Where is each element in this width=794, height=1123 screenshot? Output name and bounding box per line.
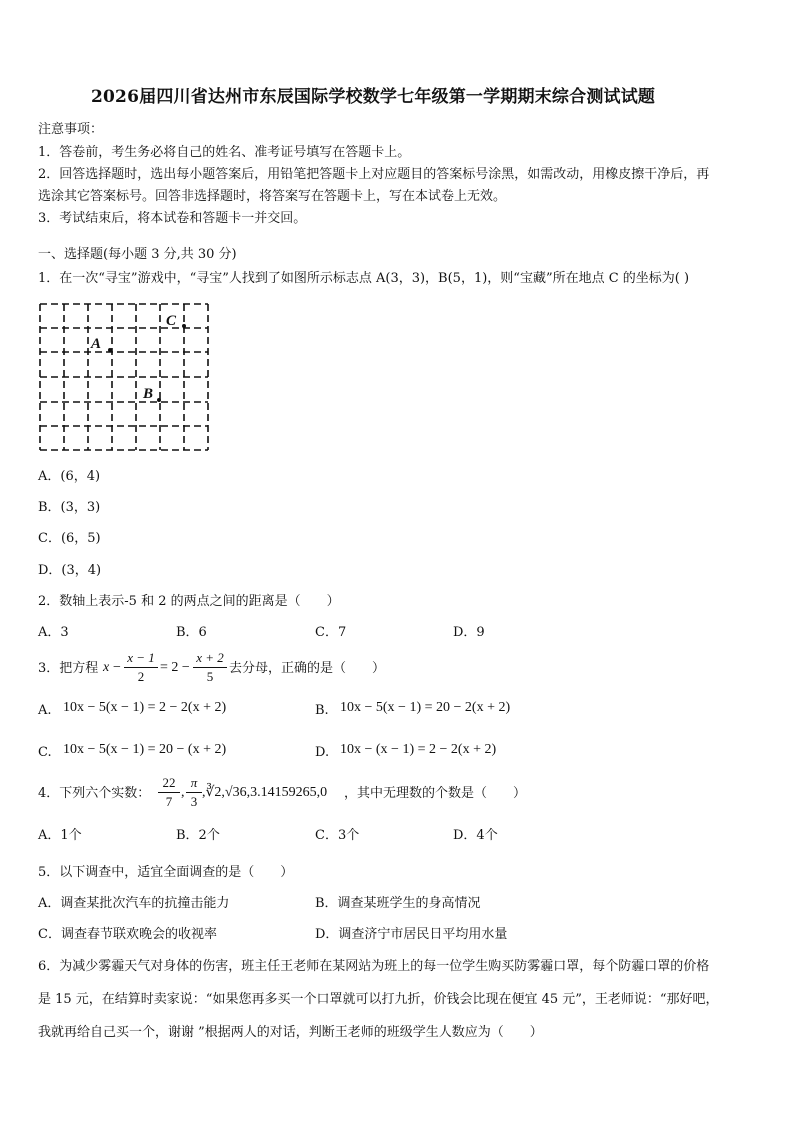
q1-option-a: A．(6，4) <box>38 469 101 484</box>
q3-option-a-letter: A. <box>38 703 52 718</box>
q3-fraction-2 <box>193 650 227 685</box>
q6-line-1: 6．为减少雾霾天气对身体的伤害，班主任王老师在某网站为班上的每一位学生购买防雾霾口罩，每个防霾口罩的价格 <box>38 959 710 974</box>
q5-option-c: C．调查春节联欢晚会的收视率 <box>38 927 217 942</box>
q4-number: 4．下列六个实数： <box>38 786 151 801</box>
notice-item-2-cont: 选涂其它答案标号。回答非选择题时，将答案写在答题卡上，写在本试卷上无效。 <box>38 189 507 204</box>
q4-tail: ，其中无理数的个数是（ ） <box>344 786 527 801</box>
q6-line-3: 我就再给自己买一个，谢谢 ”根据两人的对话，判断王老师的班级学生人数应为（ ） <box>38 1025 543 1040</box>
q4-comma: , <box>181 785 185 800</box>
q3-option-b-expr: 10x − 5(x − 1) = 20 − 2(x + 2) <box>340 700 511 715</box>
q3-option-d-expr: 10x − (x − 1) = 2 − 2(x + 2) <box>340 742 497 757</box>
q3-equals: = 2 − <box>160 660 190 675</box>
notice-item-1: 1．答卷前，考生务必将自己的姓名、准考证号填写在答题卡上。 <box>38 145 411 160</box>
q3-option-a-expr: 10x − 5(x − 1) = 2 − 2(x + 2) <box>63 700 227 715</box>
point-c <box>182 324 186 328</box>
q4-frac1-numerator: 22 <box>162 775 176 790</box>
q4-frac2-denominator: 3 <box>190 794 198 809</box>
q3-fraction-1 <box>124 650 158 685</box>
q4-option-d: D．4个 <box>453 828 498 843</box>
q1-grid-figure <box>38 302 210 454</box>
q2-option-a: A．3 <box>38 625 69 640</box>
q2-option-d: D．9 <box>453 625 485 640</box>
point-b <box>157 398 161 402</box>
q5-stem: 5．以下调查中，适宜全面调查的是（ ） <box>38 865 294 880</box>
q5-option-a: A．调查某批次汽车的抗撞击能力 <box>38 896 230 911</box>
point-a <box>108 348 112 352</box>
q6-line-2: 是 15 元，在结算时卖家说：“如果您再多买一个口罩就可以打九折，价钱会比现在便宜 45 元”，王老师说：“那好吧， <box>38 992 719 1007</box>
fraction-bar <box>193 667 227 668</box>
page-title: 2026届四川省达州市东辰国际学校数学七年级第一学期期末综合测试试题 <box>91 87 656 107</box>
q4-option-b: B．2个 <box>176 828 220 843</box>
q3-number: 3．把方程 <box>38 661 99 676</box>
q4-frac2-numerator: π <box>190 775 198 790</box>
q4-frac1-denominator: 7 <box>165 794 173 809</box>
q1-option-b: B．(3，3) <box>38 500 101 515</box>
q3-option-c-expr: 10x − 5(x − 1) = 20 − (x + 2) <box>63 742 227 757</box>
q3-tail: 去分母，正确的是（ ） <box>229 661 386 676</box>
q4-option-c: C．3个 <box>315 828 360 843</box>
fraction-bar <box>158 792 180 793</box>
q3-frac1-numerator: x − 1 <box>127 650 155 665</box>
q4-option-a: A．1个 <box>38 828 82 843</box>
notice-heading: 注意事项： <box>38 122 104 137</box>
q3-frac2-numerator: x + 2 <box>196 650 224 665</box>
label-b: B <box>143 386 154 402</box>
q1-option-c: C．(6，5) <box>38 531 101 546</box>
q3-var-x: x <box>103 660 110 675</box>
q3-option-c-letter: C. <box>38 745 52 760</box>
label-a: A <box>91 336 102 352</box>
q4-number-list: ,∛2,√36,3.14159265,0 <box>202 785 328 800</box>
q2-option-b: B．6 <box>176 625 207 640</box>
q4-fraction-22-7 <box>158 775 180 810</box>
section-heading: 一、选择题(每小题 3 分,共 30 分) <box>38 247 237 262</box>
q3-option-d-letter: D. <box>315 745 330 760</box>
q1-option-d: D．(3，4) <box>38 563 102 578</box>
notice-item-3: 3．考试结束后，将本试卷和答题卡一并交回。 <box>38 211 307 226</box>
q5-option-d: D．调查济宁市居民日平均用水量 <box>315 927 508 942</box>
q2-option-c: C．7 <box>315 625 347 640</box>
fraction-bar <box>186 792 202 793</box>
q3-minus: − <box>113 660 121 675</box>
q2-stem: 2．数轴上表示-5 和 2 的两点之间的距离是（ ） <box>38 594 340 609</box>
q1-stem: 1．在一次“寻宝”游戏中，“寻宝”人找到了如图所示标志点 A(3，3)，B(5，1)，则“宝藏”所在地点 C 的坐标为( ) <box>38 271 690 286</box>
fraction-bar <box>124 667 158 668</box>
q4-fraction-pi-3 <box>186 775 202 810</box>
q3-frac2-denominator: 5 <box>206 669 214 684</box>
notice-item-2: 2．回答选择题时，选出每小题答案后，用铅笔把答题卡上对应题目的答案标号涂黑，如需改动，用橡皮擦干净后，再 <box>38 167 710 182</box>
q3-option-b-letter: B. <box>315 703 329 718</box>
q3-frac1-denominator: 2 <box>137 669 145 684</box>
label-c: C <box>166 313 177 329</box>
q5-option-b: B．调查某班学生的身高情况 <box>315 896 481 911</box>
